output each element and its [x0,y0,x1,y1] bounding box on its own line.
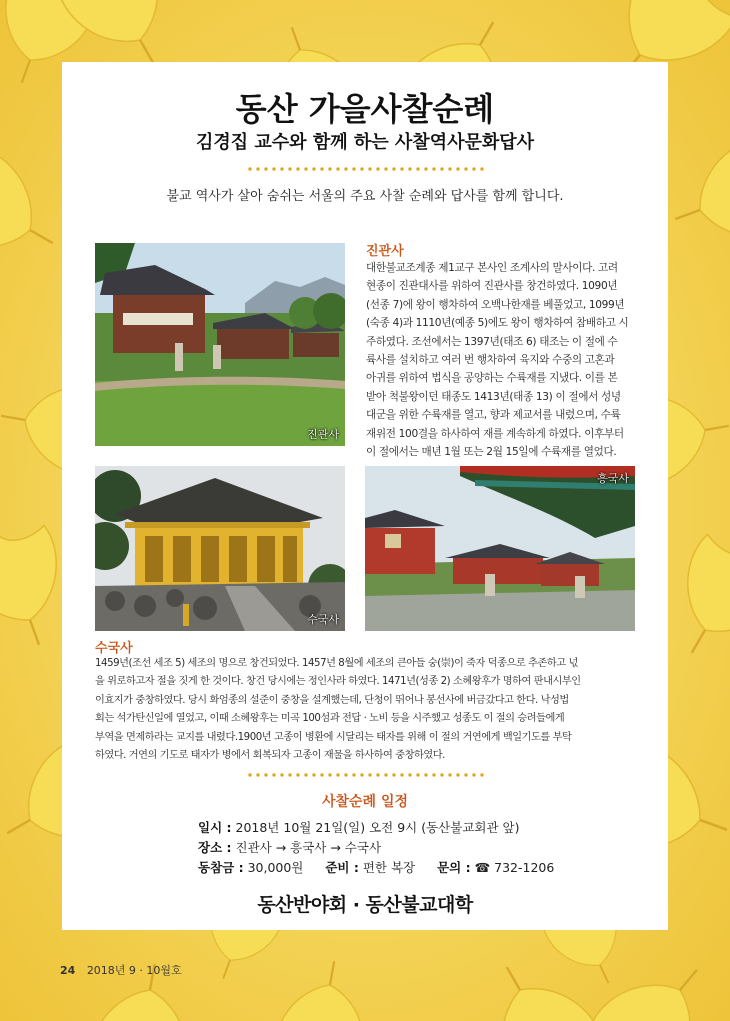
schedule-contact-value: ☎ 732-1206 [474,860,555,875]
text-line: 현종이 진관대사를 위하여 진관사를 창건하였다. 1090년 [366,280,618,293]
suguksa-caption: 수국사 [307,613,339,626]
text-line: 회는 석가탄신일에 열었고, 이때 소혜왕후는 미곡 100섬과 전답 · 노비 등을 시주했고 성종도 이 절의 승려들에게 [95,713,565,725]
schedule-fee-value: 30,000원 [247,860,304,875]
schedule-place-value: 진관사 → 흥국사 → 수국사 [235,840,382,855]
heungguksa-caption: 흥국사 [597,472,629,485]
suguksa-title: 수국사 [95,641,133,656]
text-line: 받아 척불왕이던 태종도 1413년(태종 13) 이 절에서 성녕 [366,390,621,403]
schedule-place [198,838,381,856]
text-line: 부역을 면제하라는 교지를 내렸다.1900년 고종이 병환에 시달리는 태자를 위해 이 절의 거연에게 백일기도를 부탁 [95,731,572,743]
text-line: 1459년(조선 세조 5) 세조의 명으로 창건되었다. 1457년 8월에 세조의 큰아들 숭(崇)이 죽자 덕종으로 추존하고 넋 [95,658,578,669]
text-line: 대군을 위한 수륙재를 열고, 향과 제교서를 내렸으며, 수륙 [366,409,621,422]
page-number: 24 [60,964,76,977]
text-line: 재위전 100결을 하사하여 재를 계속하게 하였다. 이후부터 [366,427,624,440]
text-line: 을 위로하고자 절을 짓게 한 것이다. 창건 당시에는 정인사라 하였다. 1471년(성종 2) 소혜왕후가 명하여 판내시부인 [95,676,581,688]
jingwansa-photo [95,243,345,446]
jingwansa-caption: 진관사 [307,428,339,441]
dotted-divider-bottom [246,773,486,777]
schedule-date-label: 일시 : [198,820,232,835]
suguksa-photo [95,466,345,631]
text-line: 이효지가 중창하였다. 당시 화엄종의 설준이 중창을 설계했는데, 단청이 뛰어나 봉선사에 버금갔다고 한다. 낙성법 [95,694,569,706]
schedule-prep-label: 준비 : [325,860,359,875]
schedule-prep-value: 편한 복장 [362,860,416,875]
page-subtitle: 김경집 교수와 함께 하는 사찰역사문화답사 [195,132,535,153]
text-line: 주하였다. 조선에서는 1397년(태조 6) 태조는 이 절에 수 [366,335,618,348]
text-line: 륙사를 설치하고 여러 번 행차하여 육지와 수중의 고혼과 [366,354,615,367]
schedule-date [198,818,519,836]
jingwansa-text [366,259,644,461]
schedule-fee-label: 동참금 : [198,860,244,875]
jingwansa-title: 진관사 [366,244,404,259]
article-card [62,62,668,930]
text-line: 대한불교조계종 제1교구 본사인 조계사의 말사이다. 고려 [366,262,618,274]
text-line: 아귀를 위하여 법식을 공양하는 수륙재를 지냈다. 이를 본 [366,372,618,385]
page-title: 동산 가을사찰순례 [235,90,495,128]
text-line: 이 절에서는 매년 1월 또는 2월 15일에 수륙재를 열었다. [366,446,617,459]
schedule-date-value: 2018년 10월 21일(일) 오전 9시 (동산불교회관 앞) [235,820,520,835]
schedule-contact-label: 문의 : [437,860,471,875]
suguksa-text [95,655,639,765]
page-footer [60,962,182,978]
text-line: (숙종 4)과 1110년(예종 5)에도 왕이 행차하여 참배하고 시 [366,317,629,330]
text-line: 하였다. 거연의 기도로 태자가 병에서 회복되자 고종이 재물을 하사하여 중창하였다. [95,750,445,762]
schedule-fee-row [198,858,554,876]
text-line: (선종 7)에 왕이 행차하여 오백나한재를 베풀었고, 1099년 [366,298,625,311]
dotted-divider-top [246,167,486,171]
schedule-title: 사찰순례 일정 [321,794,409,810]
intro-text: 불교 역사가 살아 숨쉬는 서울의 주요 사찰 순례와 답사를 함께 합니다. [166,189,564,204]
schedule-place-label: 장소 : [198,840,232,855]
issue-label: 2018년 9 · 10월호 [86,964,182,977]
organizer-name: 동산반야회 · 동산불교대학 [257,894,473,916]
heungguksa-photo [365,466,635,631]
